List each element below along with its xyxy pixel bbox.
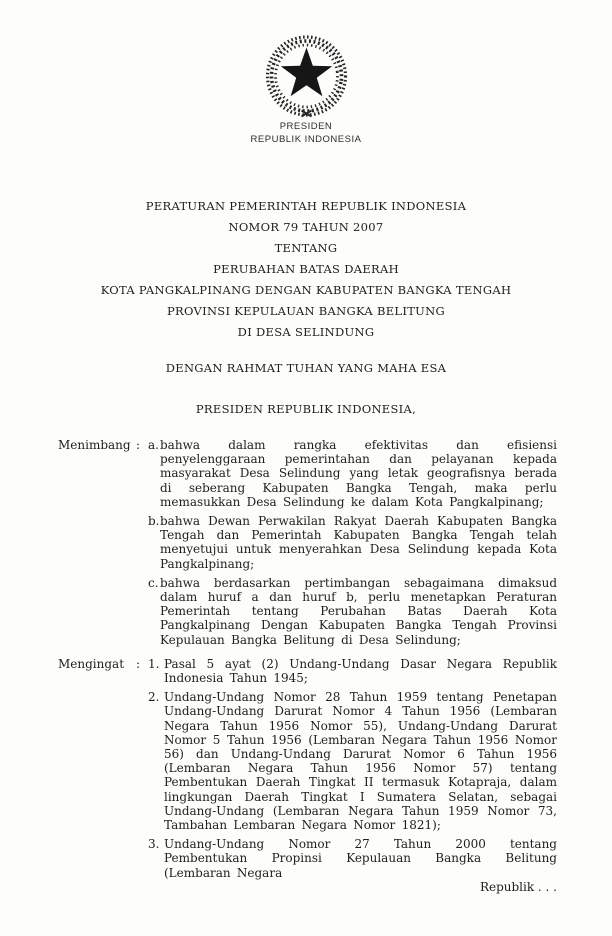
item-text: bahwa dalam rangka efektivitas dan efisiensi penyelenggaraan pemerintahan dan pelayanan kepada masyarakat Desa Selindung yang letak geografisnya berada di seberang Kabupaten Bangka Tengah, maka perlu memasukkan Desa Selindung ke dalam Kota Pangkalpinang;	[160, 438, 557, 509]
item-marker: 2.	[148, 690, 160, 705]
title-line-4: PERUBAHAN BATAS DAERAH	[213, 262, 399, 276]
title-line-3: TENTANG	[274, 241, 338, 255]
section-colon: :	[135, 656, 140, 671]
consideration-item-b	[148, 514, 557, 571]
catchword: Republik . . .	[479, 880, 557, 894]
letterhead	[0, 121, 612, 146]
regulation-title	[0, 196, 612, 343]
section-menimbang	[58, 438, 557, 647]
legal-basis-item-3	[148, 837, 557, 880]
item-text: Undang-Undang Nomor 27 Tahun 2000 tentang Pembentukan Propinsi Kepulauan Bangka Belitung (Lembaran Negara	[164, 837, 557, 880]
consideration-item-c	[148, 576, 557, 647]
title-line-6: PROVINSI KEPULAUAN BANGKA BELITUNG	[166, 304, 446, 318]
title-line-7: DI DESA SELINDUNG	[237, 325, 375, 339]
consideration-item-a	[148, 438, 557, 509]
item-marker: b.	[148, 514, 160, 529]
item-marker: a.	[148, 438, 159, 452]
document-body	[58, 438, 557, 880]
section-label: Mengingat	[58, 656, 125, 671]
invocation-line: DENGAN RAHMAT TUHAN YANG MAHA ESA	[165, 361, 447, 375]
item-marker: 1.	[148, 656, 160, 671]
item-text: bahwa berdasarkan pertimbangan sebagaimana dimaksud dalam huruf a dan huruf b, perlu menetapkan Peraturan Pemerintah tentang Perubahan Batas Daerah Kota Pangkalpinang Dengan Kabupaten Bangka Tengah Provinsi Kepulauan Bangka Belitung di Desa Selindung;	[160, 575, 557, 647]
presidential-emblem	[263, 33, 350, 120]
item-text: bahwa Dewan Perwakilan Rakyat Daerah Kabupaten Bangka Tengah dan Pemerintah Kabupaten Bangka Tengah telah menyetujui untuk menyerahkan Desa Selindung kepada Kota Pangkalpinang;	[160, 514, 557, 571]
letterhead-presiden: PRESIDEN	[279, 121, 333, 132]
legal-basis-item-1	[148, 657, 557, 685]
item-marker: 3.	[148, 837, 160, 852]
legal-basis-item-2	[148, 690, 557, 832]
title-line-2: NOMOR 79 TAHUN 2007	[228, 220, 384, 234]
section-menimbang-head	[58, 438, 148, 452]
authority-line: PRESIDEN REPUBLIK INDONESIA,	[195, 402, 417, 416]
letterhead-republik-indonesia: REPUBLIK INDONESIA	[250, 133, 362, 145]
item-text: Undang-Undang Nomor 28 Tahun 1959 tentang Penetapan Undang-Undang Darurat Nomor 4 Tahun 1956 (Lembaran Negara Tahun 1956 Nomor 55), Undang-Undang Darurat Nomor 5 Tahun 1956 (Lembaran Negara Tahun 1956 Nomor 56) dan Undang-Undang Darurat Nomor 6 Tahun 1956 (Lembaran Negara Tahun 1956 Nomor 57) tentang Pembentukan Daerah Tingkat II termasuk Kotapraja, dalam lingkungan Daerah Tingkat I Sumatera Selatan, sebagai Undang-Undang (Lembaran Negara Tahun 1959 Nomor 73, Tambahan Lembaran Negara Nomor 1821);	[164, 690, 557, 833]
section-menimbang-items	[148, 438, 557, 647]
title-line-5: KOTA PANGKALPINANG DENGAN KABUPATEN BANGKA TENGAH	[100, 283, 512, 297]
item-marker: c.	[148, 575, 159, 590]
star-icon	[281, 48, 332, 97]
section-label: Menimbang	[58, 438, 131, 452]
star-wreath-icon	[263, 33, 350, 120]
section-mengingat-items	[148, 657, 557, 880]
section-mengingat-head	[58, 657, 148, 671]
title-line-1: PERATURAN PEMERINTAH REPUBLIK INDONESIA	[145, 199, 467, 213]
section-mengingat	[58, 657, 557, 880]
section-colon: :	[135, 438, 140, 452]
item-text: Pasal 5 ayat (2) Undang-Undang Dasar Negara Republik Indonesia Tahun 1945;	[164, 656, 557, 686]
